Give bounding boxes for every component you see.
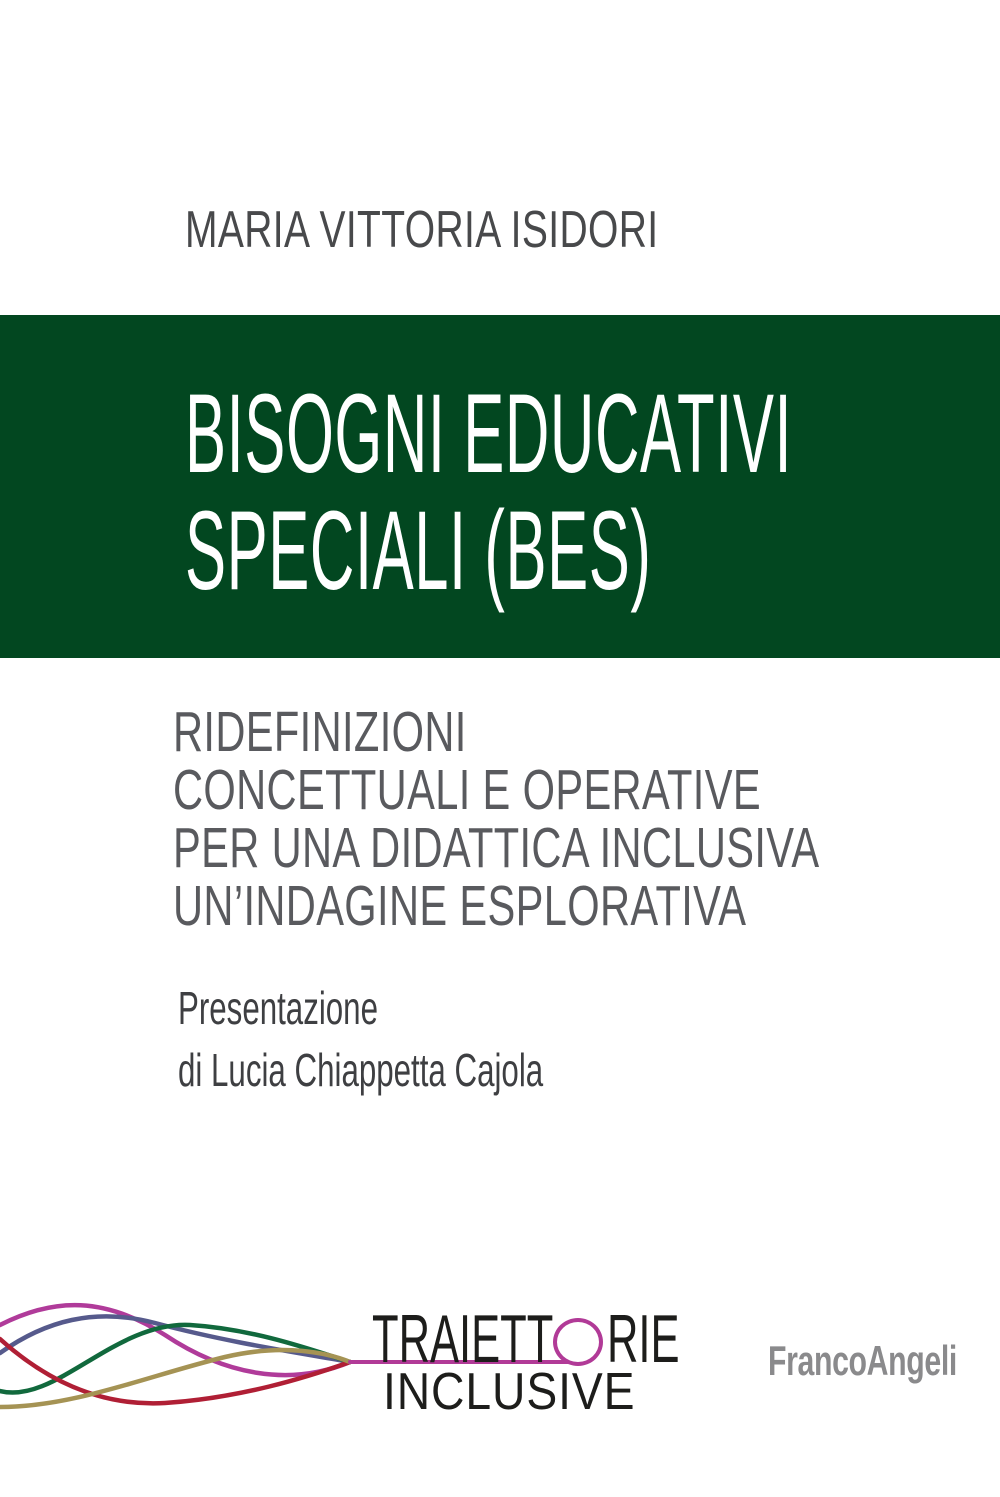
series-name-part-2: RIE xyxy=(607,1301,680,1377)
series-name-part-1: TRAIETT xyxy=(372,1301,554,1377)
presentation-label: Presentazione xyxy=(178,982,378,1034)
book-title xyxy=(185,371,1000,613)
subtitle-line-2: CONCETTUALI E OPERATIVE xyxy=(173,758,761,822)
book-subtitle xyxy=(173,700,1000,938)
presentation-author: di Lucia Chiappetta Cajola xyxy=(178,1044,544,1096)
book-title-line-1: BISOGNI EDUCATIVI xyxy=(185,371,793,496)
presentation-credit xyxy=(178,977,715,1101)
title-banner xyxy=(0,315,1000,658)
traiettorie-o-icon xyxy=(553,1318,603,1366)
subtitle-line-4: UN’INDAGINE ESPLORATIVA xyxy=(173,874,747,938)
subtitle-line-1: RIDEFINIZIONI xyxy=(173,700,467,764)
author-name-text: MARIA VITTORIA ISIDORI xyxy=(185,201,659,259)
book-title-line-2: SPECIALI (BES) xyxy=(185,488,652,613)
author-name xyxy=(185,201,816,259)
subtitle-line-3: PER UNA DIDATTICA INCLUSIVA xyxy=(173,816,820,880)
inclusive-trajectories-waves-icon xyxy=(0,1295,770,1425)
publisher-logo: FrancoAngeli xyxy=(768,1337,957,1384)
series-name-line-2: INCLUSIVE xyxy=(383,1363,636,1421)
